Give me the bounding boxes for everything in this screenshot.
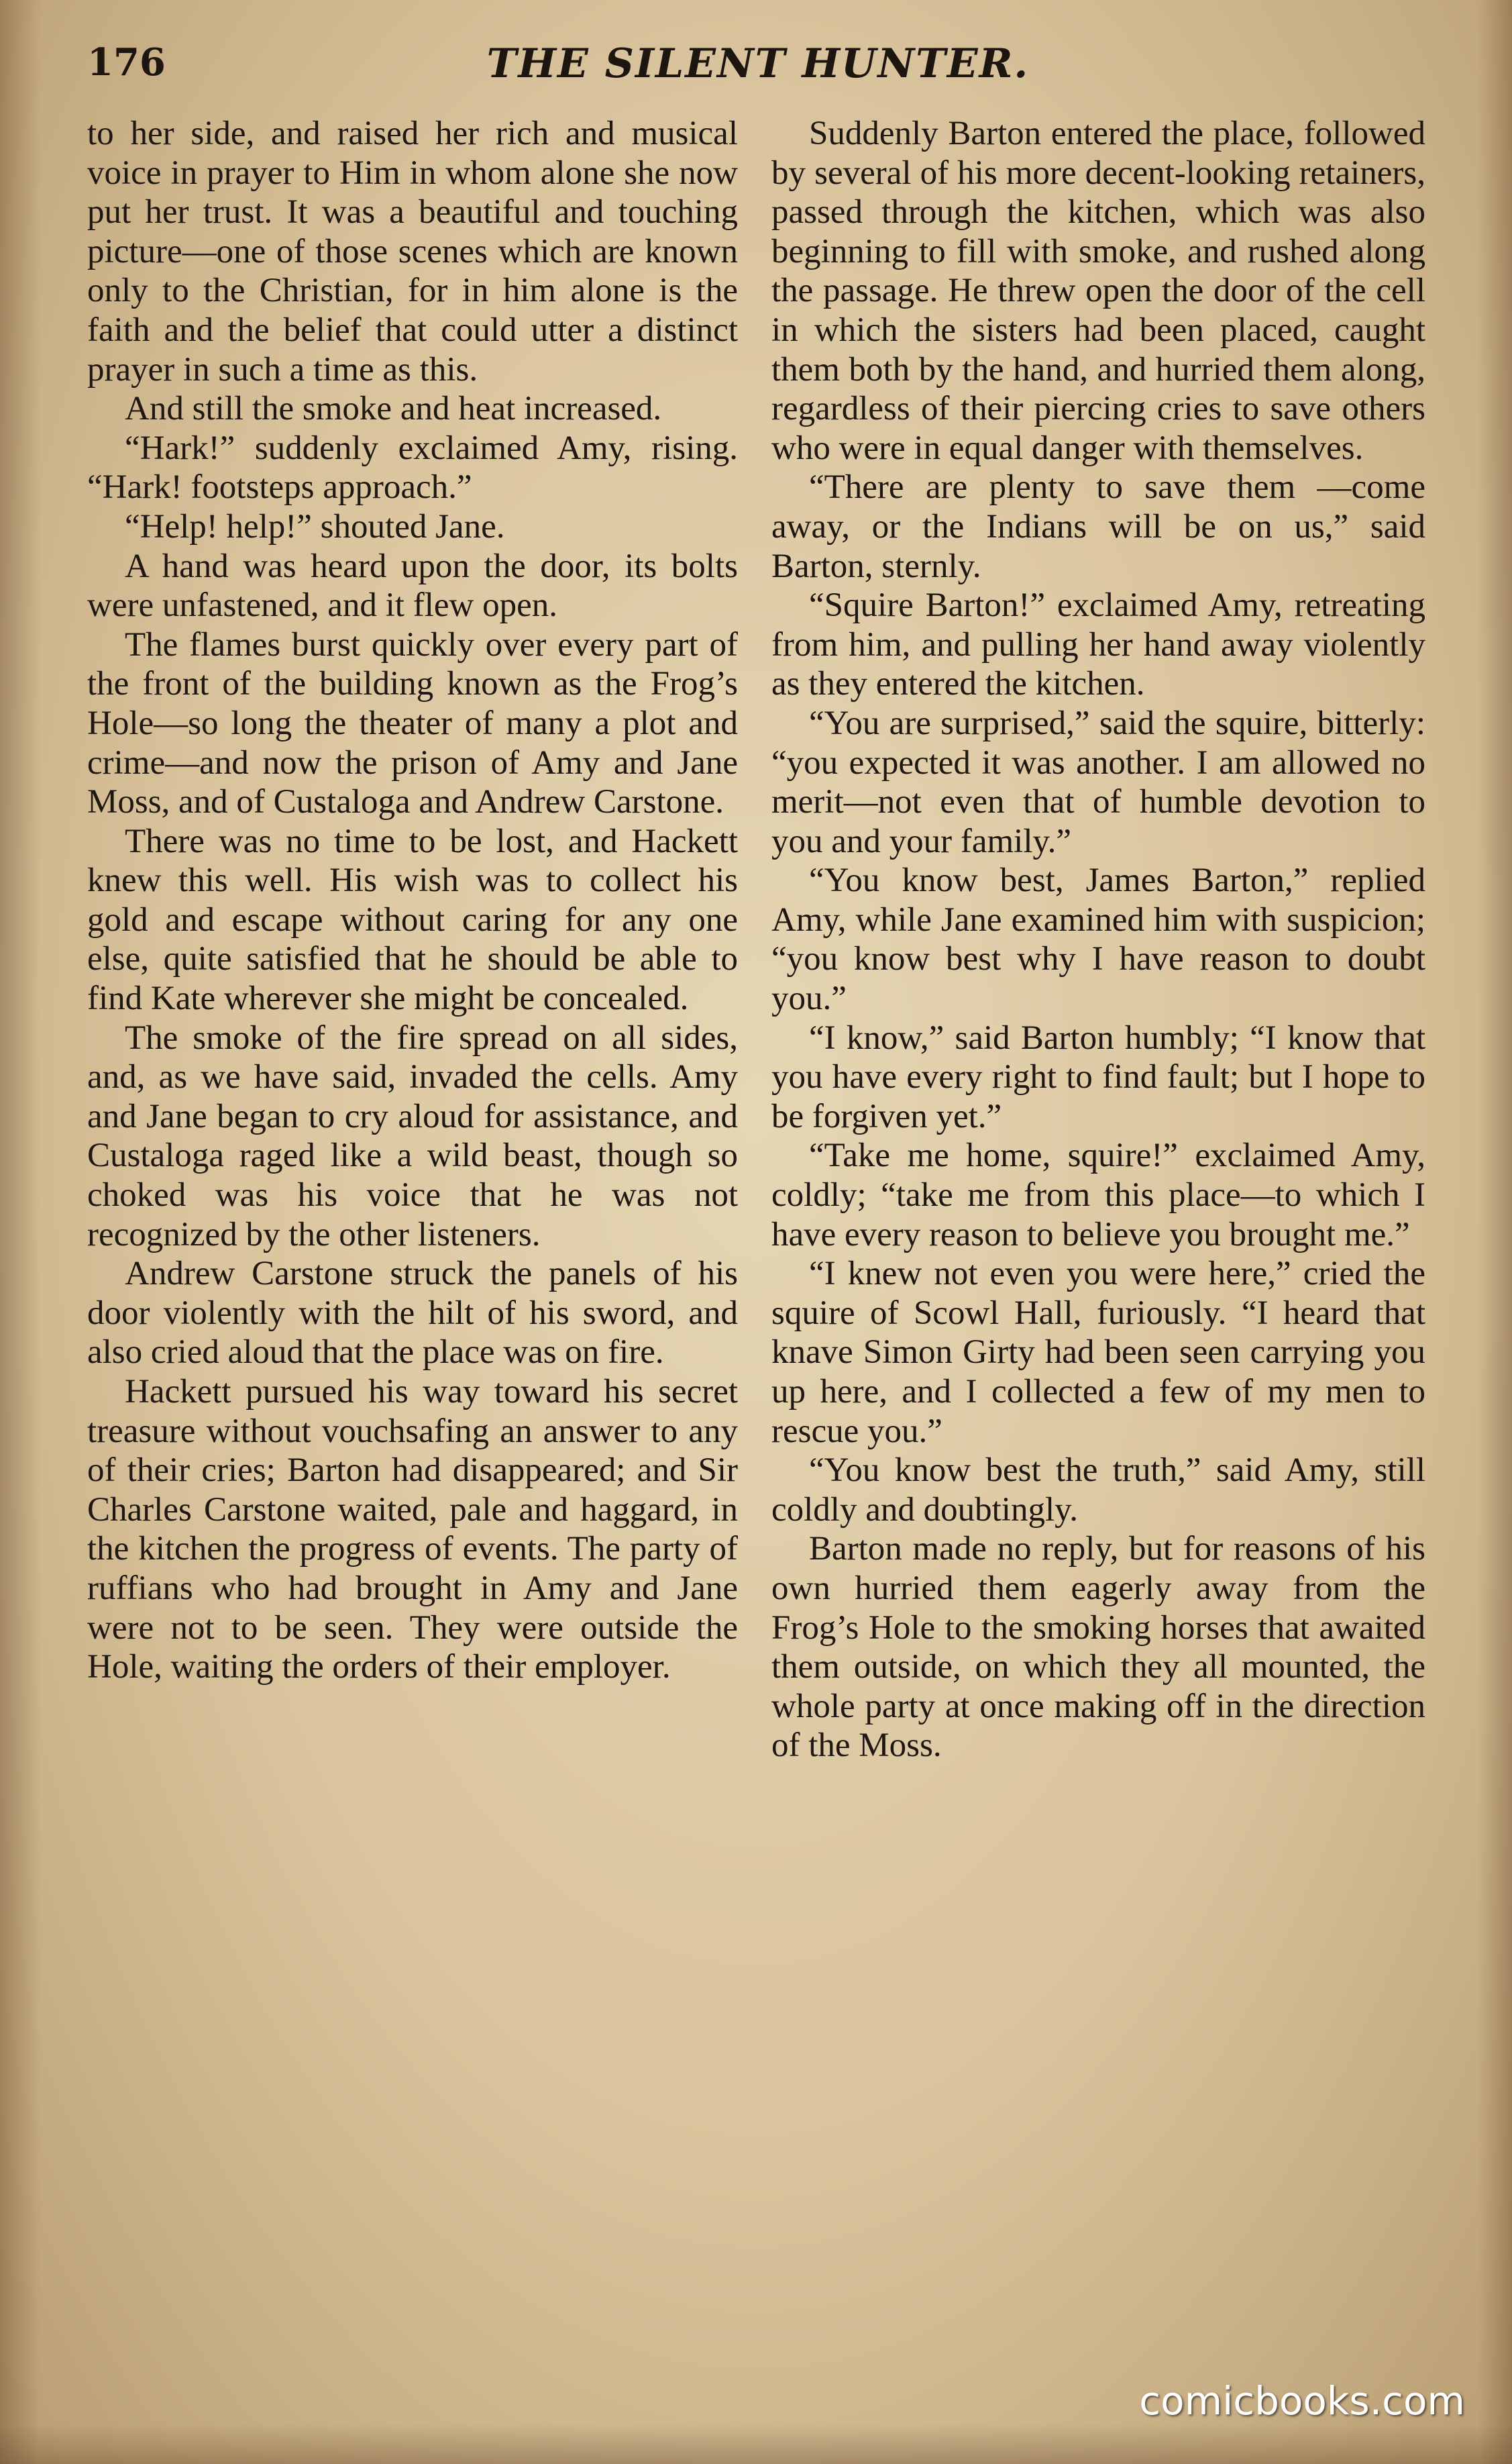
right-column [771, 114, 1425, 1765]
paragraph: “Take me home, squire!” exclaimed Amy, coldly; “take me from this place—to which I have every reason to believe you brought me.” [771, 1137, 1425, 1253]
paragraph: And still the smoke and heat increased. [125, 390, 662, 428]
page-edge-shadow-right [1478, 0, 1512, 2464]
running-title: THE SILENT HUNTER. [486, 40, 1030, 87]
watermark: comicbooks.com [1139, 2378, 1465, 2424]
paragraph: Barton made no reply, but for reasons of his own hurried them eagerly away from the Frog’s Hole to the smoking horses that awaited them outside, on which they all mounted, the whole party at once making off in the direction of the Moss. [771, 1530, 1425, 1765]
paragraph: “You know best, James Barton,” replied Amy, while Jane examined him with suspicion; “you know best why I have reason to doubt you.” [771, 862, 1425, 1018]
paragraph: “Squire Barton!” exclaimed Amy, retreating from him, and pulling her hand away violently as they entered the kitchen. [771, 586, 1425, 703]
paragraph: “I know,” said Barton humbly; “I know that you have every right to find fault; but I hope to be forgiven yet.” [771, 1019, 1425, 1135]
paragraph: There was no time to be lost, and Hackett knew this well. His wish was to collect his gold and escape without caring for any one else, quite satisfied that he should be able to find Kate wherever she might be concealed. [87, 822, 738, 1018]
paragraph: The flames burst quickly over every part of the front of the building known as the Frog’s Hole—so long the theater of many a plot and crime—and now the prison of Amy and Jane Moss, and of Custaloga and Andrew Carstone. [87, 625, 738, 821]
paragraph: “There are plenty to save them —come away, or the Indians will be on us,” said Barton, sternly. [771, 468, 1425, 585]
paragraph: Hackett pursued his way toward his secret treasure without vouchsafing an answer to any of their cries; Barton had disappeared; and Sir Charles Carstone waited, pale and haggard, in the kitchen the progress of events. The party of ruffians who had brought in Amy and Jane were not to be seen. They were outside the Hole, waiting the orders of their employer. [87, 1373, 738, 1686]
paragraph: “You are surprised,” said the squire, bitterly: “you expected it was another. I am allowed no merit—not even that of humble devotion to you and your family.” [771, 704, 1425, 860]
paragraph: The smoke of the fire spread on all sides, and, as we have said, invaded the cells. Amy and Jane began to cry aloud for assistance, and Custaloga raged like a wild beast, though so choked was his voice that he was not recognized by the other listeners. [87, 1019, 738, 1253]
paragraph: to her side, and raised her rich and musical voice in prayer to Him in whom alone she now put her trust. It was a beautiful and touching picture—one of those scenes which are known only to the Christian, for in him alone is the faith and the belief that could utter a distinct prayer in such a time as this. [87, 115, 738, 389]
paragraph: A hand was heard upon the door, its bolts were unfastened, and it flew open. [87, 547, 738, 625]
paragraph: “Hark!” suddenly exclaimed Amy, rising. “Hark! footsteps approach.” [87, 429, 738, 507]
left-column [87, 114, 738, 1687]
page-header [87, 34, 1429, 94]
page-edge-shadow-bottom [0, 2424, 1512, 2464]
paragraph: “Help! help!” shouted Jane. [125, 507, 505, 546]
paragraph: Andrew Carstone struck the panels of his door violently with the hilt of his sword, and also cried aloud that the place was on fire. [87, 1255, 738, 1372]
paragraph: “You know best the truth,” said Amy, still coldly and doubtingly. [771, 1451, 1425, 1529]
page-number: 176 [87, 40, 166, 85]
page-edge-shadow-left [0, 0, 40, 2464]
paragraph: Suddenly Barton entered the place, followed by several of his more decent-looking retainers, passed through the kitchen, which was also beginning to fill with smoke, and rushed along the passage. He threw open the door of the cell in which the sisters had been placed, caught them both by the hand, and hurried them along, regardless of their piercing cries to save others who were in equal danger with themselves. [771, 115, 1425, 467]
paragraph: “I knew not even you were here,” cried the squire of Scowl Hall, furiously. “I heard that knave Simon Girty had been seen carrying you up here, and I collected a few of my men to rescue you.” [771, 1255, 1425, 1450]
